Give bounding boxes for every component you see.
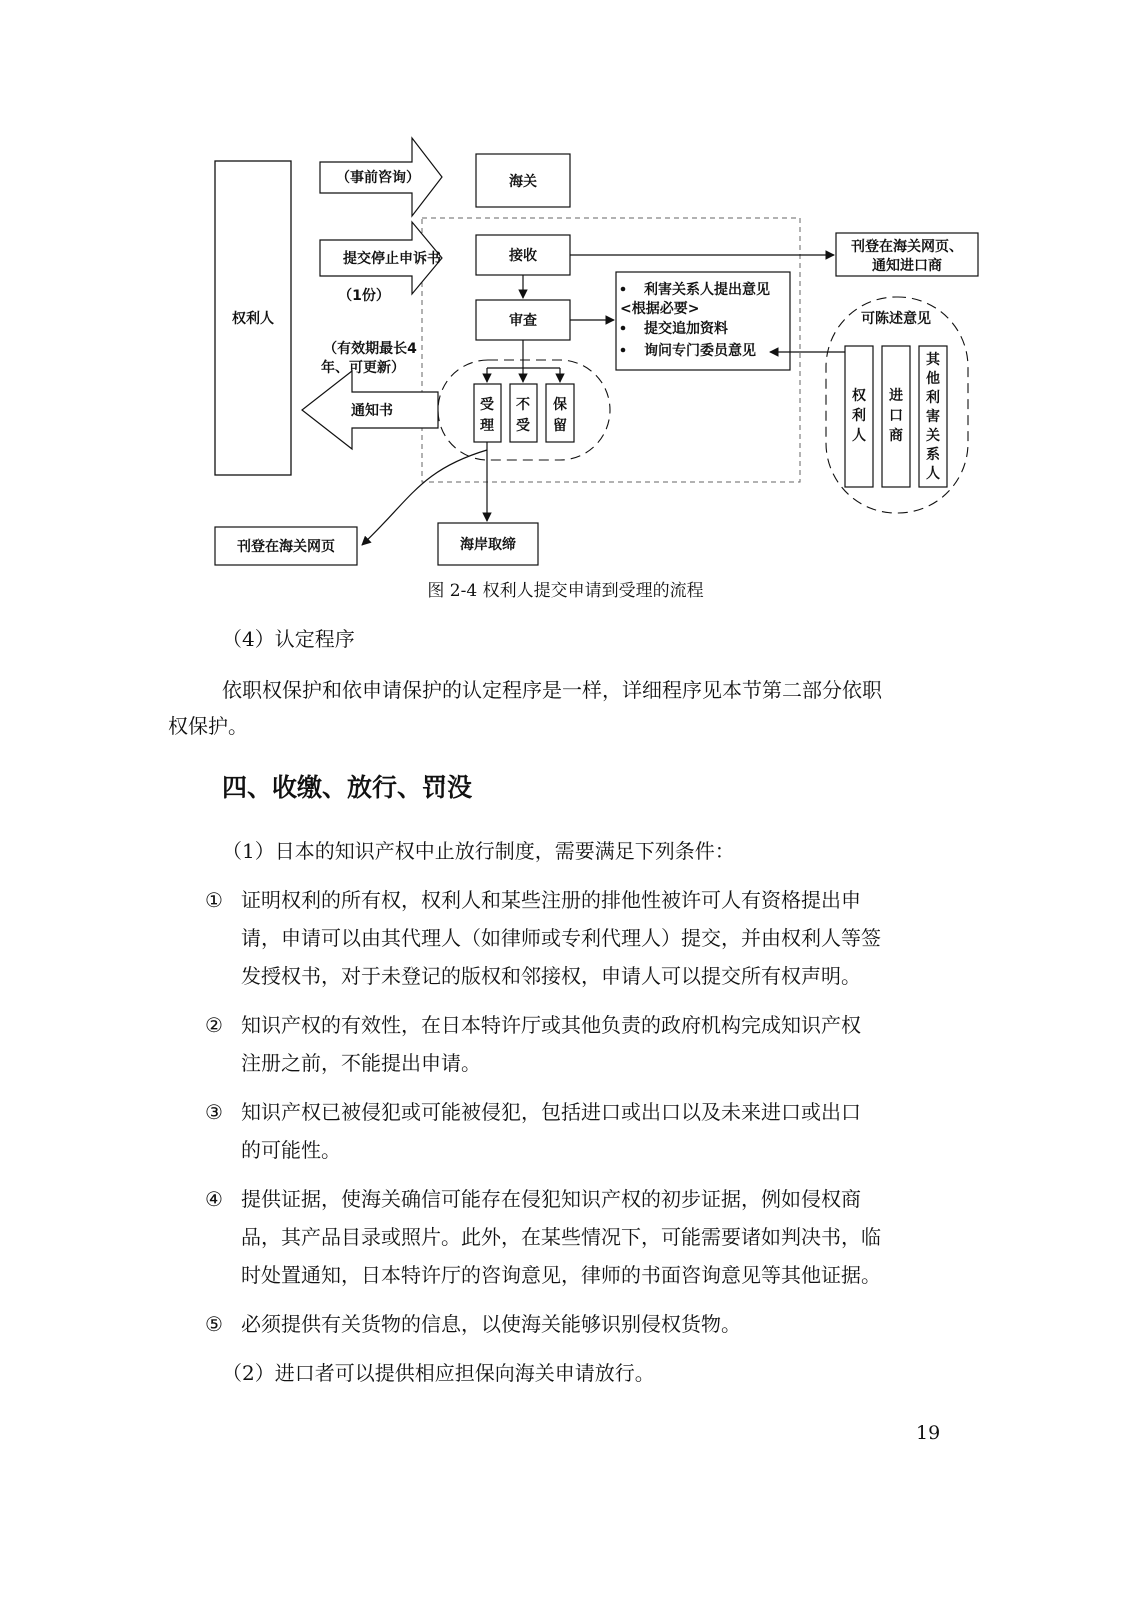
review-actions-box (616, 272, 790, 370)
item2-text: （2）进口者可以提供相应担保向海关申请放行。 (222, 1361, 655, 1385)
svg-text:他: 他 (926, 371, 940, 387)
item-line: 请，申请可以由其代理人（如律师或专利代理人）提交，并由权利人等签 (241, 926, 881, 950)
svg-text:其: 其 (926, 352, 940, 368)
reserve-char1: 保 (553, 397, 567, 413)
flow-diagram (0, 0, 1131, 600)
reserve-char2: 留 (553, 418, 567, 434)
item-number: ② (205, 1013, 223, 1037)
publish-web-box (215, 527, 357, 565)
item-number: ① (205, 888, 223, 912)
customs-box (476, 154, 570, 207)
svg-text:人: 人 (926, 466, 940, 482)
svg-text:系: 系 (926, 447, 940, 463)
rights-holder-label: 权利人 (232, 311, 274, 327)
svg-text:害: 害 (926, 409, 940, 425)
item-number: ④ (205, 1187, 223, 1211)
receive-label: 接收 (509, 248, 537, 264)
party-rights-holder-box (845, 346, 873, 487)
list-item (205, 1305, 741, 1343)
may-state-label: 可陈述意见 (861, 311, 931, 327)
reject-box (510, 384, 537, 442)
publish-notify-line2: 通知进口商 (872, 258, 942, 274)
pre-consult-label: （事前咨询） (336, 170, 420, 186)
item-line: 时处置通知，日本特许厅的咨询意见，律师的书面咨询意见等其他证据。 (241, 1263, 881, 1287)
shore-ban-box (438, 523, 538, 565)
review-label: 审查 (509, 313, 537, 329)
reserve-box (546, 384, 574, 442)
item-number: ⑤ (205, 1312, 223, 1336)
svg-text:人: 人 (852, 428, 866, 444)
figure-caption: 图 2-4 权利人提交申请到受理的流程 (427, 581, 704, 601)
receive-box (476, 235, 570, 275)
list-item (205, 1006, 861, 1082)
item-number: ③ (205, 1100, 223, 1124)
para1-line1: 依职权保护和依申请保护的认定程序是一样，详细程序见本节第二部分依职 (222, 678, 882, 702)
item-line: 发授权书，对于未登记的版权和邻接权，申请人可以提交所有权声明。 (241, 964, 861, 988)
svg-text:口: 口 (889, 408, 903, 424)
review-box (476, 300, 570, 340)
item-line: 必须提供有关货物的信息，以使海关能够识别侵权货物。 (241, 1312, 741, 1336)
accept-char1: 受 (480, 397, 494, 413)
submit-label: 提交停止申诉书 (343, 251, 441, 267)
one-copy-label: （1份） (338, 288, 390, 304)
reject-char1: 不 (516, 397, 530, 413)
svg-text:商: 商 (889, 428, 903, 444)
notice-arrow (302, 371, 438, 449)
validity-line1: （有效期最长4 (323, 341, 417, 357)
item-line: 知识产权已被侵犯或可能被侵犯，包括进口或出口以及未来进口或出口 (241, 1100, 861, 1124)
list-item (205, 1093, 861, 1169)
item-line: 知识产权的有效性，在日本特许厅或其他负责的政府机构完成知识产权 (241, 1013, 861, 1037)
pre-consult-arrow (320, 138, 442, 216)
item-line: 提供证据，使海关确信可能存在侵犯知识产权的初步证据，例如侵权商 (241, 1187, 861, 1211)
svg-text:利: 利 (926, 390, 940, 406)
party-other-box (919, 346, 947, 487)
svg-text:关: 关 (926, 428, 940, 444)
action-additional-materials: 提交追加资料 (644, 321, 728, 337)
section-heading: 四、收缴、放行、罚没 (222, 773, 473, 802)
section4-label: （4）认定程序 (222, 627, 355, 651)
action-expert-inquiry: 询问专门委员意见 (644, 343, 756, 359)
accept-char2: 理 (480, 418, 494, 434)
item1-intro: （1）日本的知识产权中止放行制度，需要满足下列条件： (222, 839, 735, 863)
list-item (205, 881, 881, 995)
svg-text:利: 利 (852, 408, 866, 424)
item-line: 的可能性。 (241, 1138, 341, 1162)
validity-line2: 年、可更新） (321, 360, 405, 376)
rights-holder-box (215, 161, 291, 475)
publish-web-label: 刊登在海关网页 (237, 539, 335, 555)
shore-ban-label: 海岸取缔 (460, 537, 516, 553)
para1-line2: 权保护。 (168, 714, 248, 738)
publish-notify-line1: 刊登在海关网页、 (851, 239, 963, 255)
submit-arrow (320, 222, 442, 294)
notice-label: 通知书 (351, 403, 393, 419)
reject-char2: 受 (516, 418, 530, 434)
svg-text:进: 进 (889, 388, 903, 404)
list-item (205, 1180, 881, 1294)
item-line: 证明权利的所有权，权利人和某些注册的排他性被许可人有资格提出申 (241, 888, 861, 912)
svg-text:权: 权 (852, 388, 866, 404)
accept-box (474, 384, 501, 442)
publish-notify-box (836, 233, 978, 276)
party-importer-box (882, 346, 910, 487)
action-objection-note: <根据必要> (620, 301, 700, 317)
item-line: 注册之前，不能提出申请。 (241, 1051, 481, 1075)
customs-label: 海关 (509, 174, 537, 190)
item-line: 品，其产品目录或照片。此外，在某些情况下，可能需要诸如判决书，临 (241, 1225, 881, 1249)
decision-branch-lines (487, 340, 560, 382)
action-objection: 利害关系人提出意见 (644, 282, 770, 298)
page-number: 19 (916, 1422, 941, 1444)
